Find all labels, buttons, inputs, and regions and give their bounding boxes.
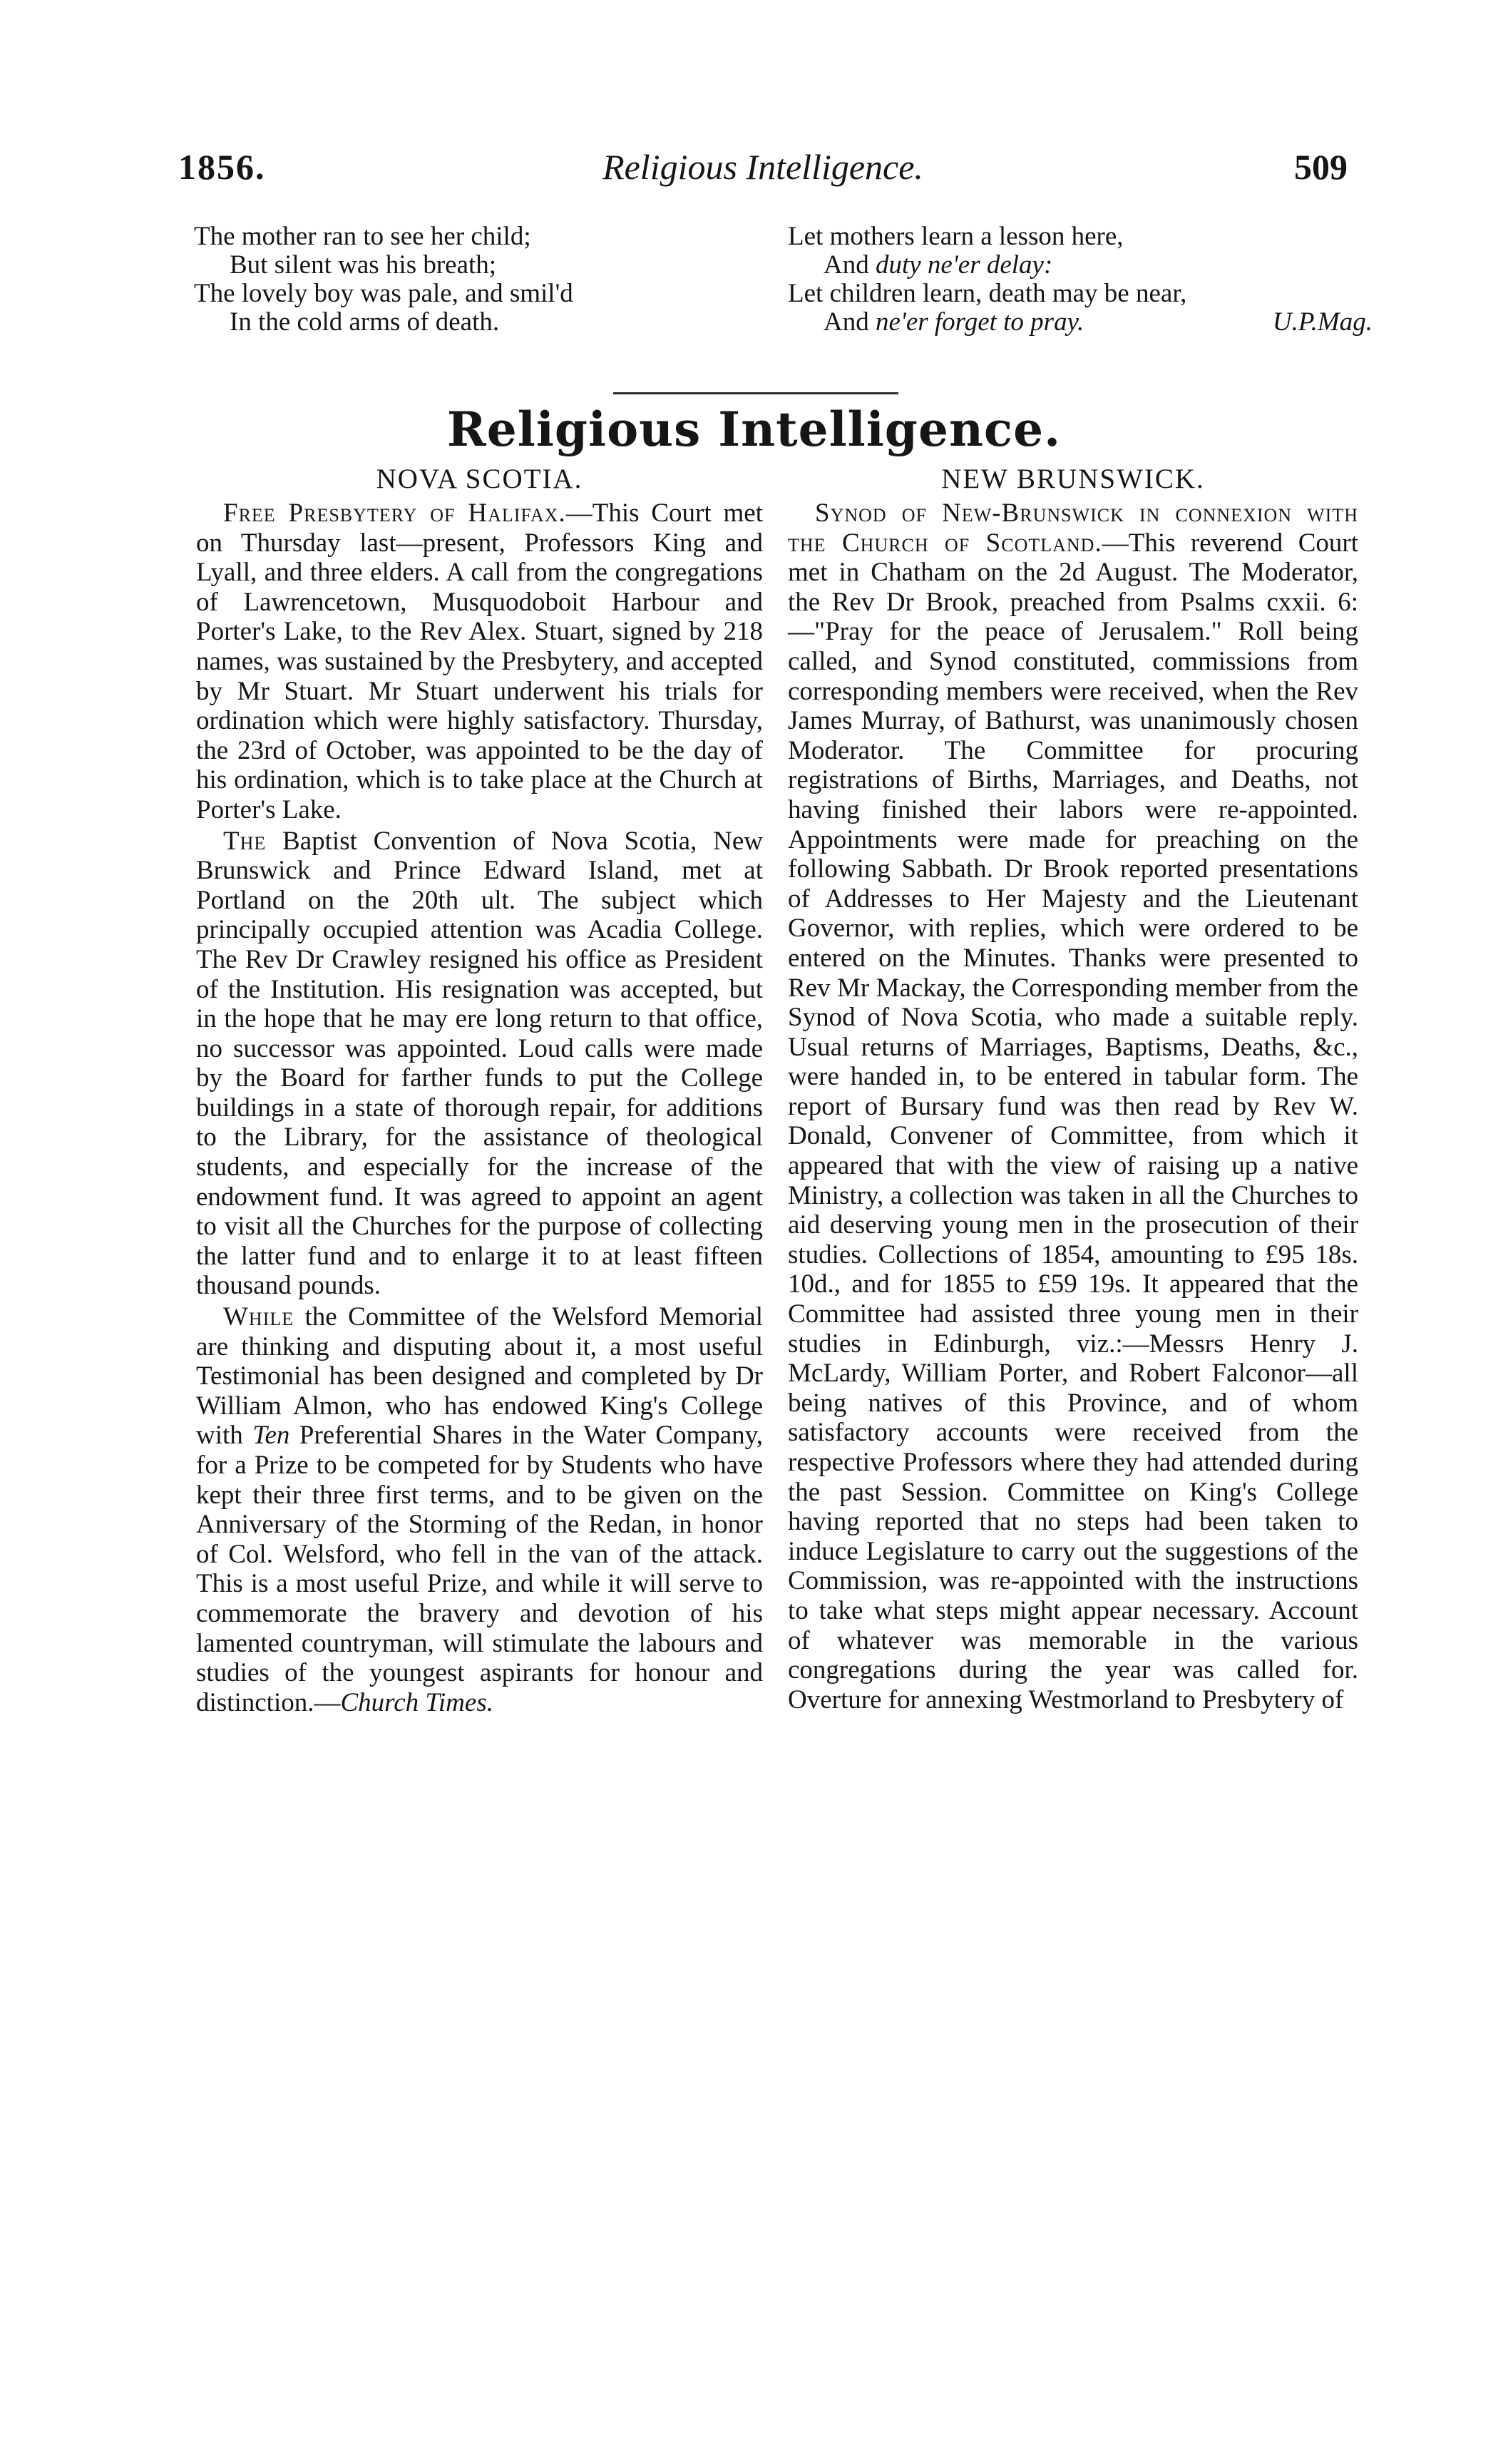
poem-line: But silent was his breath; (230, 250, 497, 280)
article-text: —This Court met on Thursday last—present, Professors King and Lyall, and three elders. A call from the congregations of Lawrencetown, Musquodoboit Harbour and Porter's Lake, to the Rev Alex. Stuart, signed by 218 names, was sustained by the Presbytery, and accepted by Mr Stuart. Mr Stuart underwent his trials for ordination which were highly satisfactory. Thursday, the 23rd of October, was appointed to be the day of his ordination, which is to take place at the Church at Porter's Lake. (196, 499, 763, 824)
poem-emphasis: ne'er forget to pray. (875, 307, 1084, 337)
poem-line (788, 251, 1373, 280)
heading-nova-scotia: NOVA SCOTIA. (376, 464, 583, 494)
poem-text: And (824, 307, 876, 337)
article-text: Preferential Shares in the Water Company, for a Prize to be competed for by Students who have kept their three first terms, and to be given on the Anniversary of the Storming of the Redan, in honor of Col. Welsford, who fell in the van of the attack. This is a most useful Prize, and while it will serve to commemorate the bravery and devotion of his lamented countryman, will stimulate the labours and studies of the youngest aspirants for honour and distinction.— (196, 1421, 763, 1717)
article-lead: Synod of New-Brunswick in connexion with the Church of Scotland. (788, 499, 1358, 558)
poem-credit: U.P.Mag. (1272, 307, 1373, 337)
article-source: Church Times. (340, 1687, 493, 1717)
poem-stanza-left (194, 223, 750, 337)
poem-line: In the cold arms of death. (230, 307, 500, 337)
running-title: Religious Intelligence. (602, 147, 923, 187)
poem-text: And (824, 250, 876, 280)
article-text: Baptist Convention of Nova Scotia, New Brunswick and Prince Edward Island, met at Portland on the 20th ult. The subject which principally occupied attention was Acadia College. The Rev Dr Crawley resigned his office as President of the Institution. His resignation was accepted, but in the hope that he may ere long return to that office, no successor was appointed. Loud calls were made by the Board for farther funds to put the College buildings in a state of thorough repair, for additions to the Library, for the assistance of theological students, and especially for the increase of the endowment fund. It was agreed to appoint an agent to visit all the Churches for the purpose of collecting the latter fund and to enlarge it to at least fifteen thousand pounds. (196, 826, 763, 1301)
running-head (178, 146, 1348, 196)
poem-line: Let children learn, death may be near, (788, 279, 1187, 308)
year: 1856. (178, 147, 266, 187)
poem-line (788, 308, 1373, 337)
article-italic: Ten (252, 1421, 290, 1451)
article-paragraph (196, 827, 763, 1302)
article-lead: While (223, 1302, 294, 1332)
article-lead: Free Presbytery of Halifax. (223, 499, 566, 528)
article-paragraph (788, 499, 1358, 1714)
article-text: —This reverend Court met in Chatham on the 2d August. The Moderator, the Rev Dr Brook, preached from Psalms cxxii. 6:—"Pray for the peace of Jerusalem." Roll being called, and Synod constituted, commissions from corresponding members were received, when the Rev James Murray, of Bathurst, was unanimously chosen Moderator. The Committee for procuring registrations of Births, Marriages, and Deaths, not having finished their labors were re-appointed. Appointments were made for preaching on the following Sabbath. Dr Brook reported presentations of Addresses to Her Majesty and the Lieutenant Governor, with replies, which were ordered to be entered on the Minutes. Thanks were presented to Rev Mr Mackay, the Corresponding member from the Synod of Nova Scotia, who made a suitable reply. Usual returns of Marriages, Baptisms, Deaths, &c., were handed in, to be entered in tabular form. The report of Bursary fund was then read by Rev W. Donald, Convener of Committee, from which it appeared that with the view of raising up a native Ministry, a collection was taken in all the Churches to aid deserving young men in the prosecution of their studies. Collections of 1854, amounting to £95 18s. 10d., and for 1855 to £59 19s. It appeared that the Committee had assisted three young men in their studies in Edinburgh, viz.:—Messrs Henry J. McLardy, William Porter, and Robert Falconor—all being natives of this Province, and of whom satisfactory accounts were received from the respective Professors where they had attended during the past Session. Committee on King's College having reported that no steps had been taken to induce Legislature to carry out the suggestions of the Commission, was re-appointed with the instructions to take what steps might appear necessary. Account of whatever was memorable in the various congregations during the year was called for. Overture for annexing Westmorland to Presbytery of (788, 528, 1358, 1714)
poem-stanza-right (788, 223, 1373, 337)
article-text: the Committee of the Welsford Memorial are thinking and disputing about it, a most useful Testimonial has been designed and completed by Dr William Almon, who has endowed King's College with (196, 1302, 763, 1451)
divider-rule (613, 392, 898, 394)
heading-new-brunswick: NEW BRUNSWICK. (941, 464, 1205, 494)
poem-line: Let mothers learn a lesson here, (788, 222, 1124, 251)
poem-line: The mother ran to see her child; (194, 222, 531, 251)
column-nova-scotia (196, 464, 763, 1719)
page-number: 509 (1294, 147, 1348, 187)
article-lead: The (223, 826, 267, 856)
article-paragraph (196, 499, 763, 825)
article-paragraph (196, 1302, 763, 1717)
column-new-brunswick (788, 464, 1358, 1716)
section-title: Religious Intelligence. (446, 402, 1062, 457)
poem-emphasis: duty ne'er delay: (875, 250, 1053, 280)
poem-line: The lovely boy was pale, and smil'd (194, 279, 573, 308)
